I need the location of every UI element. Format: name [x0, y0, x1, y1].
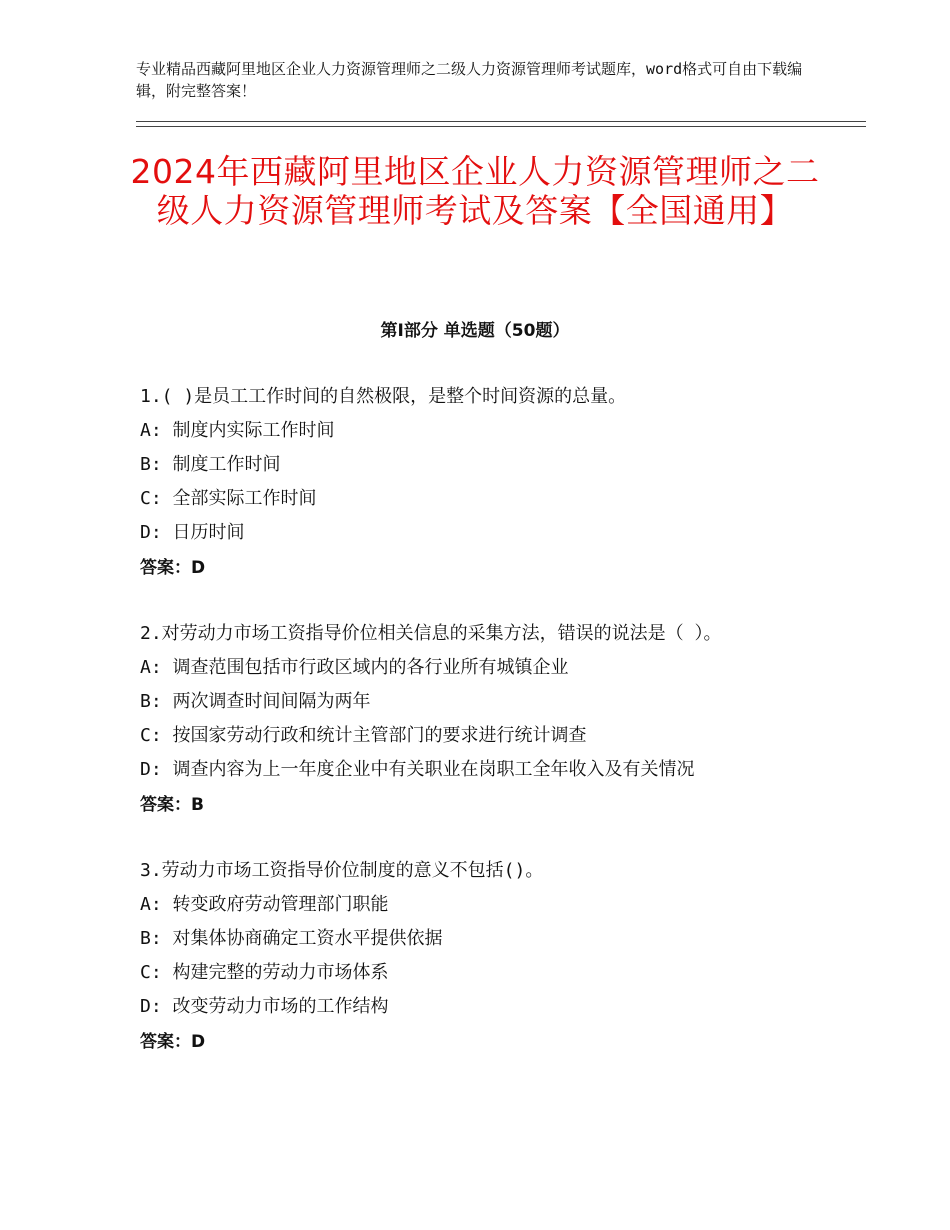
question-stem: 3.劳动力市场工资指导价位制度的意义不包括()。 — [140, 860, 544, 881]
option-b: B: 对集体协商确定工资水平提供依据 — [140, 928, 443, 949]
option-c: C: 构建完整的劳动力市场体系 — [140, 962, 389, 983]
question-list — [140, 380, 820, 1091]
question-1 — [140, 380, 820, 586]
answer: 答案：D — [140, 1032, 206, 1052]
option-c: C: 全部实际工作时间 — [140, 488, 317, 509]
option-a: A: 转变政府劳动管理部门职能 — [140, 894, 389, 915]
question-3 — [140, 854, 820, 1060]
option-b: B: 两次调查时间间隔为两年 — [140, 691, 371, 712]
option-c: C: 按国家劳动行政和统计主管部门的要求进行统计调查 — [140, 725, 587, 746]
question-stem: 2.对劳动力市场工资指导价位相关信息的采集方法，错误的说法是（ ）。 — [140, 623, 722, 644]
option-a: A: 制度内实际工作时间 — [140, 420, 335, 441]
header-divider — [136, 121, 866, 122]
answer: 答案：D — [140, 558, 206, 578]
option-d: D: 日历时间 — [140, 522, 245, 543]
question-2 — [140, 617, 820, 823]
document-title: 2024年西藏阿里地区企业人力资源管理师之二级人力资源管理师考试及答案【全国通用】 — [130, 152, 820, 230]
question-stem: 1.( )是员工工作时间的自然极限，是整个时间资源的总量。 — [140, 386, 627, 407]
option-d: D: 改变劳动力市场的工作结构 — [140, 996, 389, 1017]
option-b: B: 制度工作时间 — [140, 454, 281, 475]
header-divider-secondary — [136, 126, 866, 127]
section-title: 第Ⅰ部分 单选题（50题） — [380, 321, 570, 341]
header-note: 专业精品西藏阿里地区企业人力资源管理师之二级人力资源管理师考试题库，word格式可自由下载编辑，附完整答案！ — [136, 60, 803, 100]
option-d: D: 调查内容为上一年度企业中有关职业在岗职工全年收入及有关情况 — [140, 759, 695, 780]
option-a: A: 调查范围包括市行政区域内的各行业所有城镇企业 — [140, 657, 569, 678]
answer: 答案：B — [140, 795, 204, 815]
